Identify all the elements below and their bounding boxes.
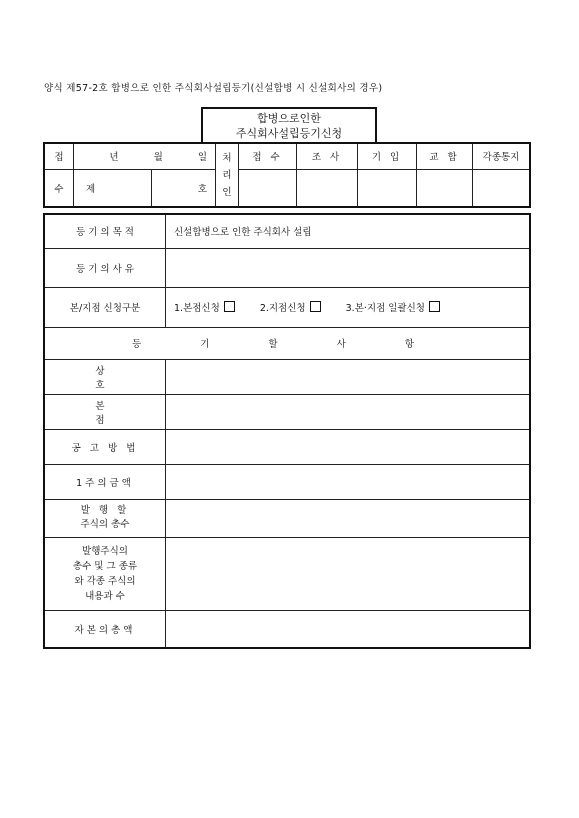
- reason-value[interactable]: [166, 248, 531, 287]
- branch-type-options: [166, 287, 531, 327]
- receipt-cell-giip[interactable]: [358, 169, 417, 207]
- capital-value[interactable]: [166, 610, 531, 648]
- receipt-cheori-char-1: 처: [222, 152, 232, 164]
- branch-checkbox[interactable]: [310, 301, 321, 312]
- shares-to-issue-label-line1: 발 행 할: [80, 505, 130, 516]
- receipt-col-josa: 조 사: [297, 143, 358, 169]
- receipt-date: [74, 143, 216, 169]
- application-form-table: [43, 213, 531, 649]
- receipt-col-notice: 각종통지: [473, 143, 531, 169]
- receipt-col-gyohap: 교 합: [417, 143, 473, 169]
- section-header: 등 기 할 사 항: [44, 327, 530, 359]
- purpose-label: 등 기 의 목 적: [44, 214, 166, 248]
- issued-shares-label-line3: 와 각종 주식의: [74, 575, 136, 587]
- receipt-cell-gyohap[interactable]: [417, 169, 473, 207]
- form-number: 양식 제57-2호 합병으로 인한 주식회사설립등기(신설합병 시 신설회사의 경우): [44, 83, 383, 94]
- reason-label: 등 기 의 사 유: [44, 248, 166, 287]
- head-office-value[interactable]: [166, 394, 531, 429]
- receipt-cell-josa[interactable]: [297, 169, 358, 207]
- share-amount-label: 1주의금액: [44, 464, 166, 499]
- issued-shares-value[interactable]: [166, 537, 531, 610]
- receipt-cheori-label: [216, 143, 239, 207]
- purpose-value[interactable]: 신설합병으로 인한 주식회사 설립: [166, 214, 531, 248]
- trade-name-label: 상 호: [44, 359, 166, 394]
- issued-shares-label-line2: 총수 및 그 종류: [72, 560, 138, 572]
- receipt-je-label: 제: [74, 169, 152, 207]
- capital-label: 자본의총액: [44, 610, 166, 648]
- shares-to-issue-label: [44, 499, 166, 537]
- notice-method-label: 공 고 방 법: [44, 429, 166, 464]
- branch-type-label: 본/지점 신청구분: [44, 287, 166, 327]
- form-title: [201, 107, 377, 142]
- receipt-cheori-char-3: 인: [222, 186, 232, 198]
- both-checkbox[interactable]: [429, 301, 440, 312]
- receipt-ho-label: 호: [152, 169, 216, 207]
- receipt-table: [43, 142, 531, 208]
- issued-shares-label-line1: 발행주식의: [82, 545, 128, 557]
- shares-to-issue-value[interactable]: [166, 499, 531, 537]
- branch-option-head-office[interactable]: [174, 303, 235, 314]
- issued-shares-label: [44, 537, 166, 610]
- receipt-cell-notice[interactable]: [473, 169, 531, 207]
- share-amount-value[interactable]: [166, 464, 531, 499]
- branch-option-both-label: 3.본·지점 일괄신청: [345, 303, 425, 314]
- receipt-year-label: 년: [109, 152, 119, 164]
- branch-option-branch-label: 2.지점신청: [259, 303, 306, 314]
- receipt-jeop-label: 접: [44, 143, 74, 169]
- receipt-su-label: 수: [44, 169, 74, 207]
- receipt-col-jeopsu: 접 수: [239, 143, 297, 169]
- issued-shares-label-line4: 내용과 수: [85, 590, 125, 602]
- receipt-col-giip: 기 입: [358, 143, 417, 169]
- trade-name-value[interactable]: [166, 359, 531, 394]
- receipt-cell-jeopsu[interactable]: [239, 169, 297, 207]
- form-title-line1: 합병으로인한: [257, 112, 321, 125]
- notice-method-value[interactable]: [166, 429, 531, 464]
- receipt-day-label: 일: [197, 152, 207, 164]
- head-office-checkbox[interactable]: [224, 301, 235, 312]
- shares-to-issue-label-line2: 주식의 총수: [80, 519, 130, 530]
- receipt-month-label: 월: [153, 152, 163, 164]
- branch-option-head-office-label: 1.본점신청: [174, 303, 220, 314]
- receipt-cheori-char-2: 리: [222, 169, 232, 181]
- branch-option-branch[interactable]: [260, 303, 321, 314]
- branch-option-both[interactable]: [346, 303, 440, 314]
- form-title-line2: 주식회사설립등기신청: [235, 127, 343, 140]
- head-office-label: 본 점: [44, 394, 166, 429]
